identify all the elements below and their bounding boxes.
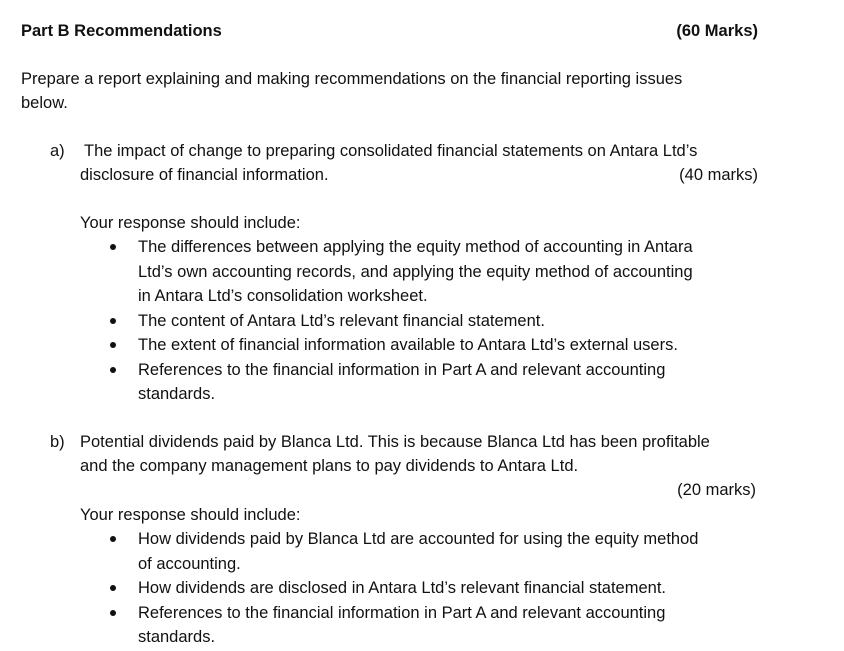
intro-line-2: below. [21,94,68,112]
question-a-label: a) [50,142,65,160]
section-title: Part B Recommendations [21,22,222,40]
list-item: How dividends are disclosed in Antara Ltd’s relevant financial statement. [110,576,698,601]
question-b-line-2: and the company management plans to pay dividends to Antara Ltd. [80,457,579,475]
question-b-marks: (20 marks) [677,481,756,499]
bullet-icon [110,536,116,542]
list-item: The content of Antara Ltd’s relevant financial statement. [110,309,693,334]
question-a-line-2: disclosure of financial information. [80,166,329,184]
bullet-icon [110,585,116,591]
list-item: References to the financial information in Part A and relevant accounting standards. [110,358,693,407]
question-b-bullet-list [110,527,698,650]
bullet-icon [110,367,116,373]
list-item: The extent of financial information available to Antara Ltd’s external users. [110,333,693,358]
question-b-label: b) [50,433,65,451]
question-b-line-1: Potential dividends paid by Blanca Ltd. This is because Blanca Ltd has been profitable [80,433,710,451]
question-b-response-intro: Your response should include: [80,506,301,524]
intro-line-1: Prepare a report explaining and making recommendations on the financial reporting issues [21,70,683,88]
list-item: References to the financial information in Part A and relevant accounting standards. [110,601,698,650]
bullet-icon [110,244,116,250]
list-item: How dividends paid by Blanca Ltd are accounted for using the equity method of accounting. [110,527,698,576]
bullet-icon [110,342,116,348]
section-marks: (60 Marks) [676,22,758,40]
question-a-line-1: The impact of change to preparing consolidated financial statements on Antara Ltd’s [84,142,698,160]
bullet-icon [110,318,116,324]
question-a-response-intro: Your response should include: [80,214,301,232]
list-item: The differences between applying the equity method of accounting in Antara Ltd’s own accounting records, and applying the equity method of accounting in Antara Ltd’s consolidation worksheet. [110,235,693,309]
question-a-bullet-list [110,235,693,407]
question-a-marks: (40 marks) [679,166,758,184]
bullet-icon [110,610,116,616]
